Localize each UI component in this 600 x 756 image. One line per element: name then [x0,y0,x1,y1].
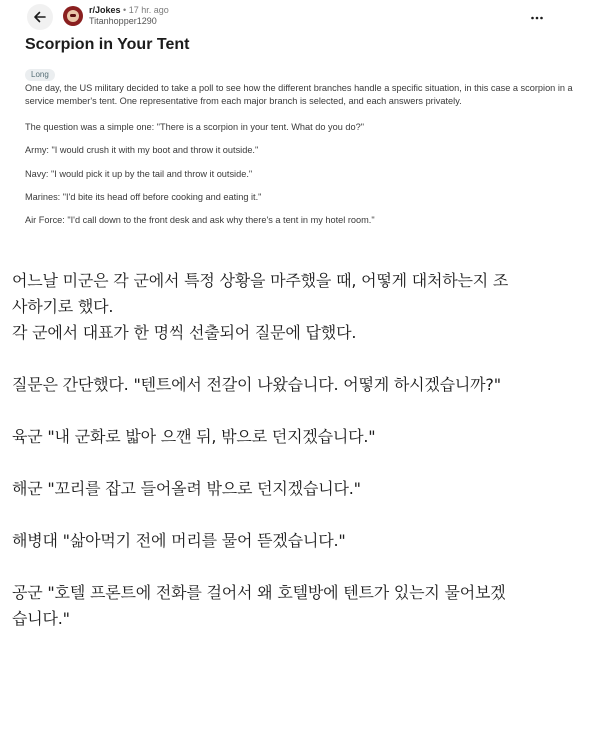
post-paragraph: Navy: "I would pick it up by the tail and throw it outside." [25,168,253,179]
subreddit-avatar[interactable] [63,6,83,26]
translation-marines: 해병대 "삶아먹기 전에 머리를 물어 뜯겠습니다." [12,531,346,550]
back-button[interactable] [27,4,53,30]
more-options-button[interactable] [530,10,544,24]
post-body [25,82,575,238]
translation-navy: 해군 "꼬리를 잡고 들어올려 밖으로 던지겠습니다." [12,479,361,498]
post-flair[interactable]: Long [25,69,55,81]
korean-translation [12,268,592,632]
arrow-left-icon [33,10,47,24]
post-meta [89,5,169,27]
translation-airforce: 습니다." [12,609,70,628]
translation-airforce: 공군 "호텔 프론트에 전화를 걸어서 왜 호텔방에 텐트가 있는지 물어보겠 [12,583,506,602]
author-link[interactable]: Titanhopper1290 [89,16,157,26]
subreddit-link[interactable]: r/Jokes [89,5,121,15]
reddit-post-screenshot [0,0,600,258]
post-paragraph: One day, the US military decided to take a poll to see how the different branches handle a specific situation, in this case a scorpion in a service member's tent. One representative from each major branch is selected, and each answers privately. [25,83,573,107]
meta-separator: • [123,5,127,15]
post-paragraph: Marines: "I'd bite its head off before cooking and eating it." [25,192,262,203]
translation-question: 질문은 간단했다. "텐트에서 전갈이 나왔습니다. 어떻게 하시겠습니까?" [12,375,501,394]
translation-army: 육군 "내 군화로 밟아 으깬 뒤, 밖으로 던지겠습니다." [12,427,376,446]
more-horizontal-icon [530,11,544,25]
post-title[interactable]: Scorpion in Your Tent [25,36,190,53]
post-age: 17 hr. ago [128,5,169,15]
translation-intro-line: 어느날 미군은 각 군에서 특정 상황을 마주했을 때, 어떻게 대처하는지 조 [12,271,509,290]
post-paragraph: The question was a simple one: "There is a scorpion in your tent. What do you do?" [25,121,364,132]
translation-intro-line: 사하기로 했다. [12,297,114,316]
post-paragraph: Army: "I would crush it with my boot and throw it outside." [25,145,259,156]
post-paragraph: Air Force: "I'd call down to the front desk and ask why there's a tent in my hotel room." [25,215,375,226]
translation-intro-line: 각 군에서 대표가 한 명씩 선출되어 질문에 답했다. [12,323,357,342]
